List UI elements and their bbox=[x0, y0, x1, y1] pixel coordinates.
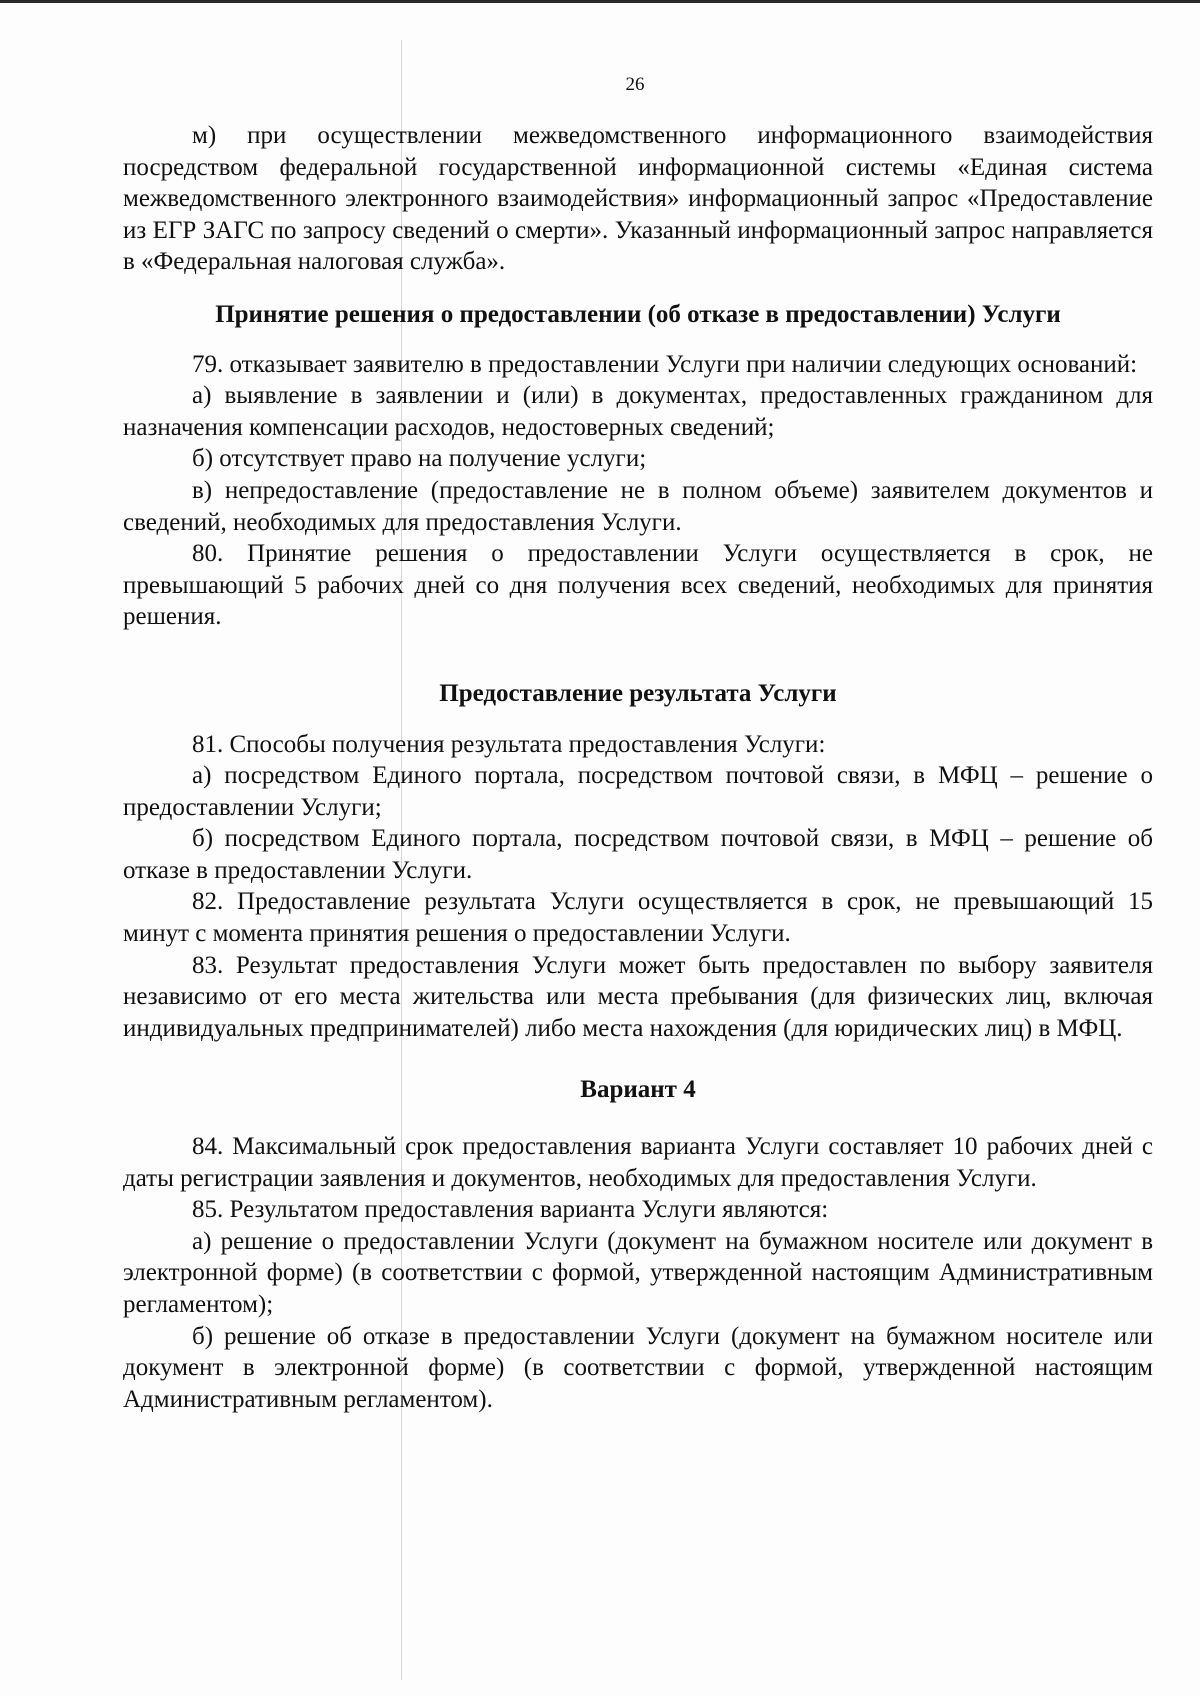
paragraph-81: 81. Способы получения результата предоставления Услуги: bbox=[192, 730, 826, 758]
paragraph-80: 80. Принятие решения о предоставлении Услуги осуществляется в срок, не превышающий 5 рабочих дней со дня получения всех сведений, необходимых для принятия решения. bbox=[123, 540, 1153, 631]
paragraph-82: 82. Предоставление результата Услуги осуществляется в срок, не превышающий 15 минут с момента принятия решения о предоставлении Услуги. bbox=[123, 888, 1153, 948]
paragraph-79-b: б) отсутствует право на получение услуги; bbox=[192, 445, 647, 473]
paragraph-84: 84. Максимальный срок предоставления варианта Услуги составляет 10 рабочих дней с даты регистрации заявления и документов, необходимых для предоставления Услуги. bbox=[123, 1133, 1153, 1192]
paragraph-79-v: в) непредоставление (предоставление не в полном объеме) заявителем документов и сведений, необходимых для предоставления Услуги. bbox=[123, 476, 1153, 536]
paragraph-85-b: б) решение об отказе в предоставлении Услуги (документ на бумажном носителе или документ в электронной форме) (в соответствии с формой, утвержденной настоящим Административным регламентом). bbox=[123, 1322, 1153, 1413]
page-number: 26 bbox=[625, 74, 645, 95]
document-body bbox=[123, 120, 1153, 1415]
heading-variant-4: Вариант 4 bbox=[580, 1076, 696, 1104]
paragraph-81-b: б) посредством Единого портала, посредством почтовой связи, в МФЦ – решение об отказе в предоставлении Услуги. bbox=[123, 825, 1153, 884]
heading-decision: Принятие решения о предоставлении (об отказе в предоставлении) Услуги bbox=[215, 300, 1061, 328]
paragraph-79: 79. отказывает заявителю в предоставлении Услуги при наличии следующих оснований: bbox=[192, 350, 1138, 378]
paragraph-85-a: а) решение о предоставлении Услуги (документ на бумажном носителе или документ в электронной форме) (в соответствии с формой, утвержденной настоящим Административным регламентом); bbox=[123, 1227, 1153, 1318]
paragraph-79-a: а) выявление в заявлении и (или) в документах, предоставленных гражданином для назначения компенсации расходов, недостоверных сведений; bbox=[123, 382, 1153, 441]
paragraph-81-a: а) посредством Единого портала, посредством почтовой связи, в МФЦ – решение о предоставлении Услуги; bbox=[123, 762, 1153, 821]
paragraph-m: м) при осуществлении межведомственного информационного взаимодействия посредством федеральной государственной информационной системы «Единая система межведомственного электронного взаимодействия» информационный запрос «Предоставление из ЕГР ЗАГС по запросу сведений о смерти». Указанный информационный запрос направляется в «Федеральная налоговая служба». bbox=[123, 122, 1153, 276]
heading-result: Предоставление результата Услуги bbox=[439, 679, 837, 707]
top-border-line bbox=[0, 0, 1200, 3]
paragraph-83: 83. Результат предоставления Услуги может быть предоставлен по выбору заявителя независимо от его места жительства или места пребывания (для физических лиц, включая индивидуальных предпринимателей) либо места нахождения (для юридических лиц) в МФЦ. bbox=[123, 951, 1153, 1042]
paragraph-85: 85. Результатом предоставления варианта Услуги являются: bbox=[192, 1196, 829, 1224]
